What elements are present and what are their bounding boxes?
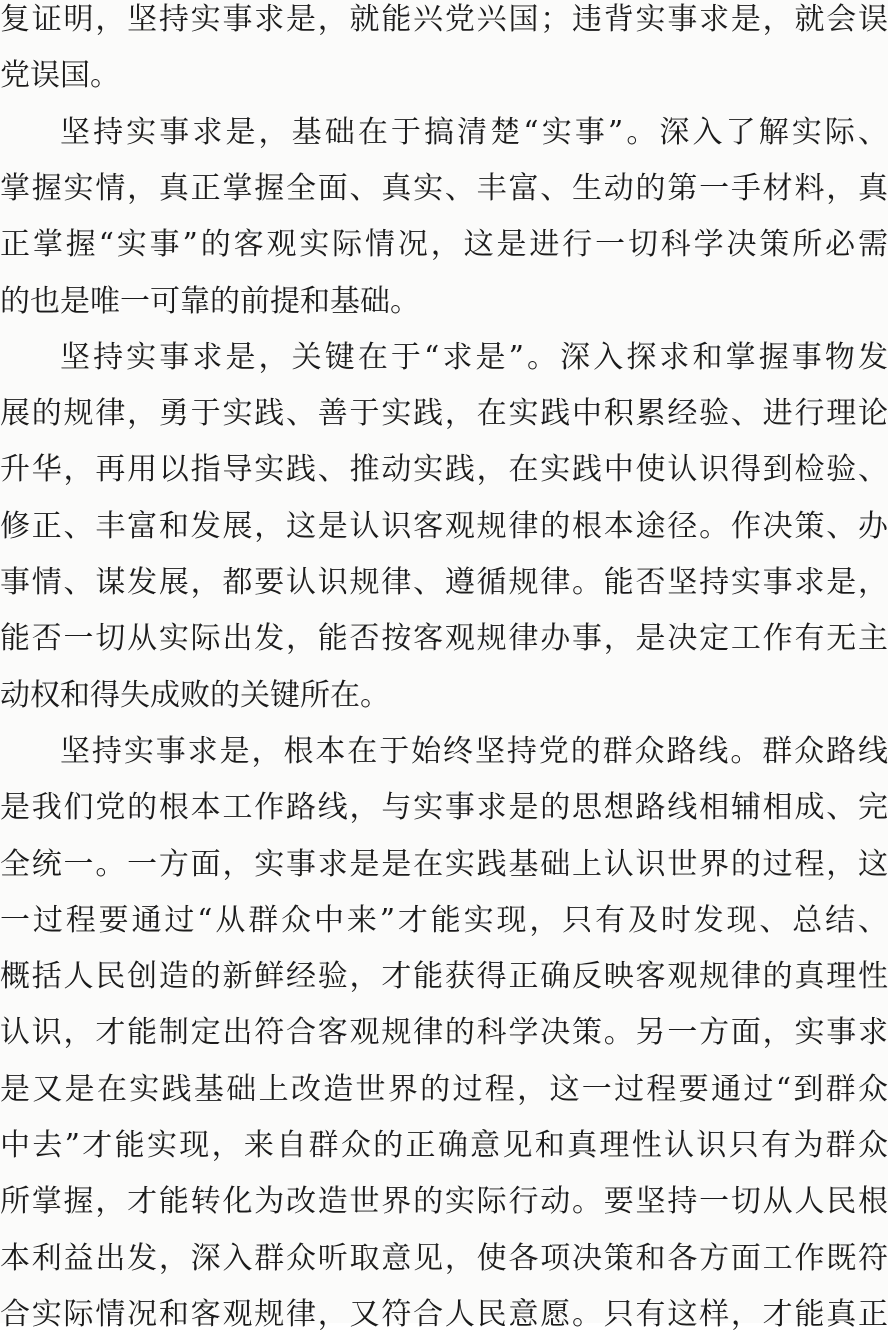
paragraph-first-line: 坚持实事求是，关键在于“求是”。深入探求和掌握事物发 bbox=[60, 339, 888, 375]
text-line: 全统一。一方面，实事求是是在实践基础上认识世界的过程，这 bbox=[0, 846, 888, 882]
text-line: 党误国。 bbox=[0, 58, 120, 94]
text-line: 认识，才能制定出符合客观规律的科学决策。另一方面，实事求 bbox=[0, 1015, 888, 1051]
text-line: 合实际情况和客观规律，又符合人民意愿。只有这样，才能真正 bbox=[0, 1296, 888, 1332]
text-line: 掌握实情，真正掌握全面、真实、丰富、生动的第一手材料，真 bbox=[0, 170, 888, 206]
paragraph-first-line: 坚持实事求是，基础在于搞清楚“实事”。深入了解实际、 bbox=[60, 114, 888, 150]
text-line: 所掌握，才能转化为改造世界的实际行动。要坚持一切从人民根 bbox=[0, 1184, 888, 1220]
text-line: 升华，再用以指导实践、推动实践，在实践中使认识得到检验、 bbox=[0, 452, 888, 488]
text-line: 概括人民创造的新鲜经验，才能获得正确反映客观规律的真理性 bbox=[0, 959, 888, 995]
text-line: 本利益出发，深入群众听取意见，使各项决策和各方面工作既符 bbox=[0, 1240, 888, 1276]
text-line: 事情、谋发展，都要认识规律、遵循规律。能否坚持实事求是， bbox=[0, 565, 888, 600]
text-line: 修正、丰富和发展，这是认识客观规律的根本途径。作决策、办 bbox=[0, 508, 888, 544]
paragraph-first-line: 坚持实事求是，根本在于始终坚持党的群众路线。群众路线 bbox=[60, 733, 888, 769]
text-line: 的也是唯一可靠的前提和基础。 bbox=[0, 283, 420, 319]
text-line: 能否一切从实际出发，能否按客观规律办事，是决定工作有无主 bbox=[0, 621, 888, 657]
text-line: 是又是在实践基础上改造世界的过程，这一过程要通过“到群众 bbox=[0, 1071, 888, 1107]
text-line: 是我们党的根本工作路线，与实事求是的思想路线相辅相成、完 bbox=[0, 790, 888, 826]
text-line: 复证明，坚持实事求是，就能兴党兴国；违背实事求是，就会误 bbox=[0, 2, 888, 37]
text-line: 一过程要通过“从群众中来”才能实现，只有及时发现、总结、 bbox=[0, 902, 888, 938]
text-line: 动权和得失成败的关键所在。 bbox=[0, 677, 390, 713]
text-line: 正掌握“实事”的客观实际情况，这是进行一切科学决策所必需 bbox=[0, 227, 888, 263]
text-line: 展的规律，勇于实践、善于实践，在实践中积累经验、进行理论 bbox=[0, 396, 888, 432]
text-line: 中去”才能实现，来自群众的正确意见和真理性认识只有为群众 bbox=[0, 1128, 888, 1163]
